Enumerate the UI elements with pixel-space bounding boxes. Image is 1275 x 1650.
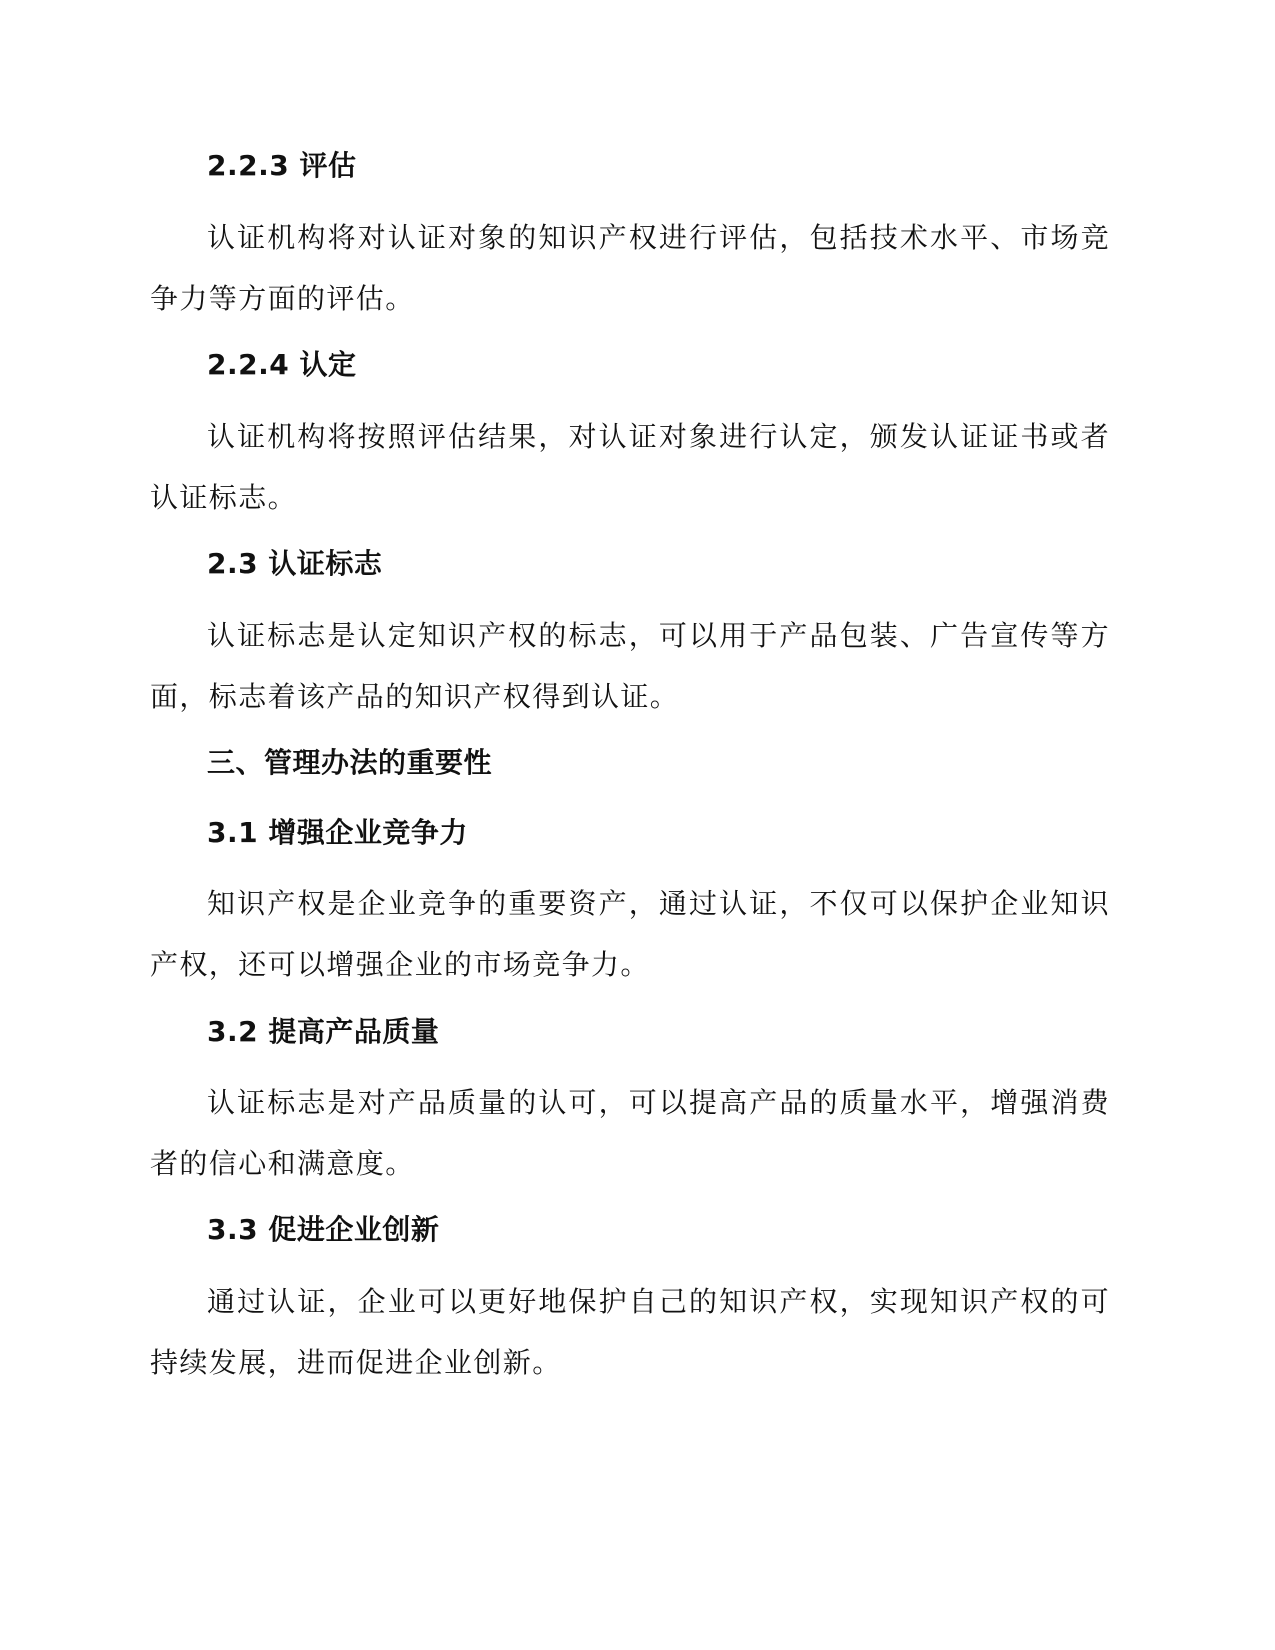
paragraph-certification-mark: 认证标志是认定知识产权的标志，可以用于产品包装、广告宣传等方面，标志着该产品的知识产权得到认证。 xyxy=(150,619,1110,713)
paragraph-innovation: 通过认证，企业可以更好地保护自己的知识产权，实现知识产权的可持续发展，进而促进企业创新。 xyxy=(150,1285,1110,1379)
section-heading-3-1: 3.1 增强企业竞争力 xyxy=(207,816,468,849)
section-heading-3-3: 3.3 促进企业创新 xyxy=(207,1213,440,1246)
section-heading-2-3: 2.3 认证标志 xyxy=(207,547,383,580)
section-heading-3-2: 3.2 提高产品质量 xyxy=(207,1015,440,1048)
paragraph-evaluation: 认证机构将对认证对象的知识产权进行评估，包括技术水平、市场竞争力等方面的评估。 xyxy=(150,221,1110,315)
paragraph-product-quality: 认证标志是对产品质量的认可，可以提高产品的质量水平，增强消费者的信心和满意度。 xyxy=(150,1086,1110,1180)
section-heading-2-2-3: 2.2.3 评估 xyxy=(207,149,357,182)
section-heading-2-2-4: 2.2.4 认定 xyxy=(207,348,357,381)
chapter-heading-3: 三、管理办法的重要性 xyxy=(207,746,493,779)
paragraph-determination: 认证机构将按照评估结果，对认证对象进行认定，颁发认证证书或者认证标志。 xyxy=(150,420,1110,514)
paragraph-competitiveness: 知识产权是企业竞争的重要资产，通过认证，不仅可以保护企业知识产权，还可以增强企业的市场竞争力。 xyxy=(150,887,1110,981)
